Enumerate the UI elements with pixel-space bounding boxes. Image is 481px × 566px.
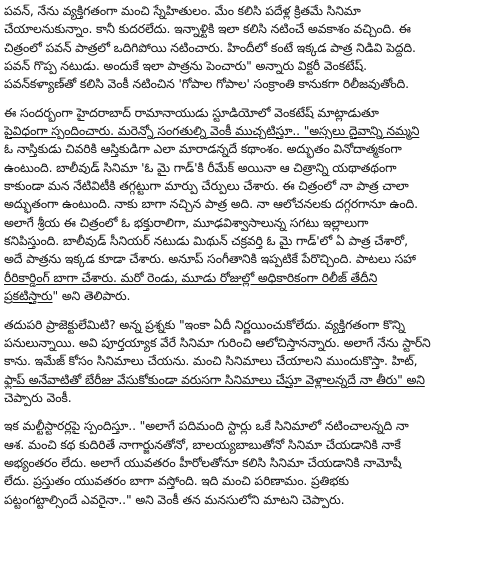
text-run: లేదు. ప్రస్తుతం యువతరం బాగా వస్తోంది. ఇది మంచి పరిణామం. ప్రతిభకు (4, 473, 349, 489)
text-run: కనిపిస్తుంది. బాలీవుడ్ సీనియర్ నటుడు మిథున్ చక్రవర్తి ఓ మై గాడ్'లో ఏ పాత్ర చేశారో, (4, 233, 408, 249)
text-run: అభ్యంతరం లేదు. అలాగే యువతరం హీరోలతోనూ కలిసి సినిమా చేయడానికి నామోషీ (4, 454, 402, 470)
text-run: కాను. ఇమేజ్ కోసం సినిమాలు చేయను. మంచి సినిమాలు చేయాలని ముందుకొస్తా. హిట్, (4, 353, 418, 369)
text-line (4, 389, 477, 407)
text-run: పట్టంగట్టాల్సిందే ఎవరైనా.." అని వెంకీ తన మనసులోని మాటని చెప్పారు. (4, 491, 345, 507)
text-run: ఇక మల్టీస్టారర్లపై స్పందిస్తూ.. "అలాగే పదిమంది స్టార్లు ఒకే సినిమాలో నటించాలన్నది నా (4, 418, 409, 434)
text-line (4, 122, 477, 140)
text-line (4, 491, 477, 509)
text-line (4, 250, 477, 268)
text-run: అద్భుతంగా ఉంటుంది. నాకు బాగా నచ్చిన పాత్ర అది. నా ఆలోచనలకు దగ్గరగానూ ఉంది. (4, 196, 418, 212)
paragraph (4, 417, 477, 509)
text-line (4, 214, 477, 232)
text-run: ఓ నాస్తికుడు చివరికి ఆస్తికుడిగా ఎలా మారాడన్నదే కథాంశం. అద్భుతం వినోదాత్మకంగా (4, 141, 402, 157)
text-line (4, 417, 477, 435)
text-line (4, 472, 477, 490)
text-line (4, 39, 477, 57)
paragraph (4, 2, 477, 94)
underlined-text: రీరికార్డింగ్ బాగా చేశారు. మరో రెండు, మూడు రోజుల్లో అధికారికంగా రిలీజ్ తేదీని (4, 269, 378, 285)
text-line (4, 287, 477, 305)
text-line (4, 104, 477, 122)
text-line (4, 371, 477, 389)
text-run: పవన్, నేను వ్యక్తిగతంగా మంచి స్నేహితులం. మేం కలిసి పదేళ్ల క్రితమే సినిమా (4, 3, 361, 18)
text-line (4, 2, 477, 20)
text-run: ఆశ. మంచి కథ కుదిరితే నాగార్జునతోనో, బాలయ్యబాబుతోనో సినిమా చేయడానికి నాకే (4, 436, 401, 452)
text-run: అలాగే శ్రీయ ఈ చిత్రంలో ఓ భక్తురాలిగా, మూఢవిశ్వాసాలున్న సగటు ఇల్లాలుగా (4, 214, 369, 230)
text-line (4, 159, 477, 177)
text-line (4, 436, 477, 454)
text-line (4, 177, 477, 195)
underlined-text: ప్రకటిస్తారు (4, 288, 53, 304)
text-run: చేయాలనుకున్నాం. కానీ కుదరలేదు. ఇన్నాళ్టికి ఇలా కలిసి నటించే అవకాశం వచ్చింది. ఈ (4, 21, 411, 37)
paragraph (4, 316, 477, 408)
text-run: " అని తెలిపారు. (52, 288, 131, 304)
text-line (4, 195, 477, 213)
text-run: ఈ సందర్భంగా హైదరాబాద్ రామానాయుడు స్టూడియోలో వెంకటేష్ మాట్లాడుతూ (4, 104, 379, 120)
text-line (4, 352, 477, 370)
text-line (4, 454, 477, 472)
text-run: తదుపరి ప్రాజెక్టులేమిటి? అన్న ప్రశ్నకు "ఇంకా ఏదీ నిర్ణయించుకోలేదు. వ్యక్తిగతంగా కొన్ని (4, 316, 405, 332)
text-run: అదే పాత్రను ఇక్కడ కూడా చేశారు. అనూప్ సంగీతానికి ఇప్పటికే పేరొచ్చింది. పాటలు సహా (4, 251, 416, 267)
text-line (4, 20, 477, 38)
underlined-text: ఫ్లాప్ అనేవాటితో బేరీజు వేసుకోకుండా వరుసగా సినిమాలు చేస్తూ వెళ్లాలన్నదే నా తీరు" అని (4, 371, 425, 387)
text-line (4, 232, 477, 250)
text-line (4, 140, 477, 158)
underlined-text: పైవిధంగా స్పందించారు. మరెన్నో సంగతుల్ని వెంకీ ముచ్చటిస్తూ.. "అస్సలు దైవాన్ని నమ్మని (4, 123, 420, 139)
text-line (4, 316, 477, 334)
text-run: పనులున్నాయి. అవి పూర్తయ్యాక వేరే సినిమా గురించి ఆలోచిస్తానన్నారు. అలాగే నేను స్టార్‌ని (4, 334, 431, 350)
text-line (4, 269, 477, 287)
text-run: చిత్రంలో పవన్ పాత్రలో ఒదిగిపోయి నటించారు. హిందీలో కంటే ఇక్కడ పాత్ర నిడివి పెద్దది. (4, 39, 416, 55)
paragraph (4, 104, 477, 306)
text-run: ఉంటుంది. బాలీవుడ్ సినిమా 'ఓ మై గాడ్'కి రీమేక్ అయినా ఆ చిత్రాన్ని యథాతథంగా (4, 159, 397, 175)
text-run: పవన్‌కళ్యాణ్‌తో కలిసి వెంకీ నటించిన 'గోపాల గోపాల' సంక్రాంతి కానుకగా రిలీజవుతోంది. (4, 76, 409, 92)
text-line (4, 334, 477, 352)
text-line (4, 57, 477, 75)
text-run: పవన్ గొప్ప నటుడు. అందుకే ఇలా పాత్రను పెంచారు" అన్నారు విక్టరీ వెంకటేష్. (4, 58, 367, 74)
text-line (4, 75, 477, 93)
text-run: కాకుండా మన నేటివిటీకి తగ్గట్టుగా మార్పు చేర్పులు చేశారు. ఈ చిత్రంలో నా పాత్ర చాలా (4, 178, 409, 194)
text-run: చెప్పారు వెంకీ. (4, 389, 72, 405)
